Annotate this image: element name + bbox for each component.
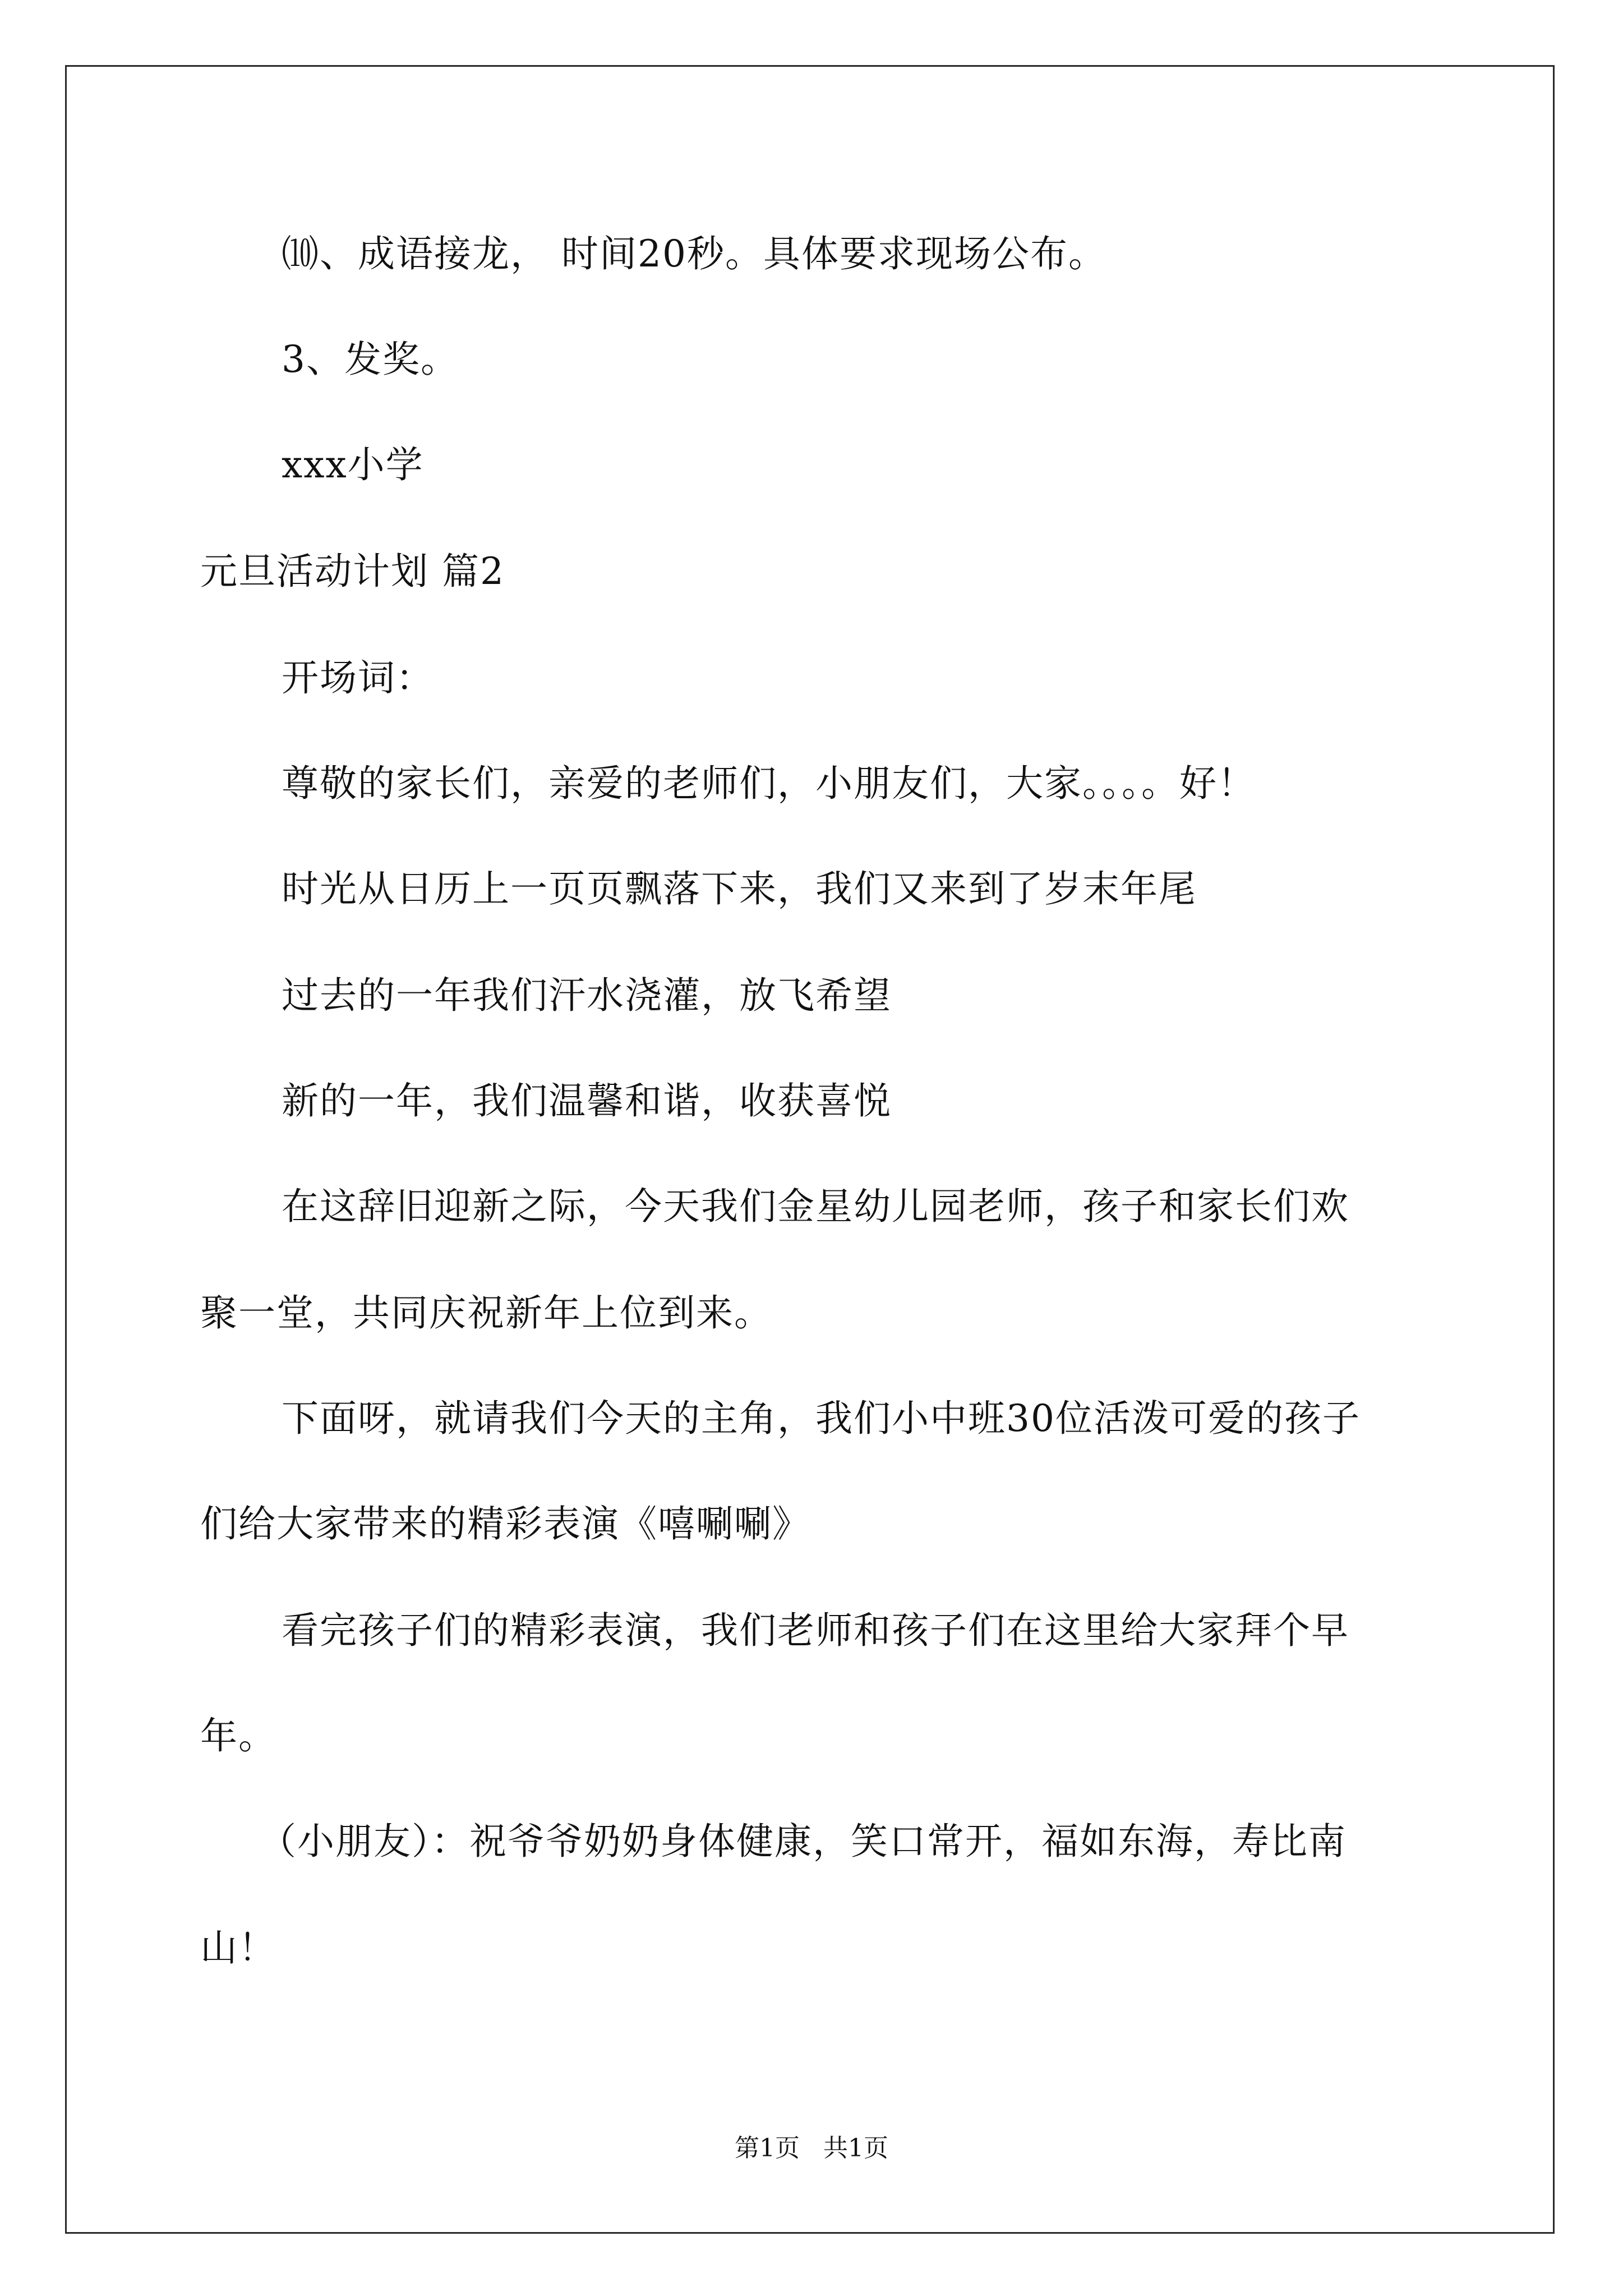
page-border: [65, 65, 1555, 2234]
text-line-opening: 开场词：: [282, 656, 434, 700]
text-line-new-year-greeting-1: 看完孩子们的精彩表演，我们老师和孩子们在这里给大家拜个早: [282, 1609, 1349, 1652]
text-line-performance-1: 下面呀，就请我们今天的主角，我们小中班30位活泼可爱的孩子: [282, 1397, 1361, 1440]
text-line-blessing-2: 山！: [200, 1926, 276, 1970]
text-line-greeting: 尊敬的家长们，亲爱的老师们，小朋友们，大家。。。。好！: [282, 762, 1256, 805]
text-line-time: 时光从日历上一页页飘落下来，我们又来到了岁末年尾: [282, 867, 1197, 910]
text-line-school: xxx小学: [282, 443, 424, 486]
section-heading: 元旦活动计划 篇2: [200, 550, 505, 593]
text-line-past-year: 过去的一年我们汗水浇灌，放飞希望: [282, 974, 892, 1017]
text-line-gathering-1: 在这辞旧迎新之际，今天我们金星幼儿园老师，孩子和家长们欢: [282, 1185, 1349, 1228]
text-line-new-year: 新的一年，我们温馨和谐，收获喜悦: [282, 1079, 892, 1122]
text-line-chengyu: ⑽、成语接龙， 时间20秒。具体要求现场公布。: [282, 232, 1106, 275]
text-line-award: 3、发奖。: [282, 338, 459, 381]
text-line-gathering-2: 聚一堂，共同庆祝新年上位到来。: [200, 1291, 772, 1335]
text-line-new-year-greeting-2: 年。: [200, 1714, 276, 1757]
page-footer: 第1页 共1页: [735, 2134, 888, 2162]
text-line-blessing-1: （小朋友）：祝爷爷奶奶身体健康，笑口常开，福如东海，寿比南: [259, 1820, 1347, 1863]
text-line-performance-2: 们给大家带来的精彩表演《嘻唰唰》: [200, 1502, 810, 1545]
